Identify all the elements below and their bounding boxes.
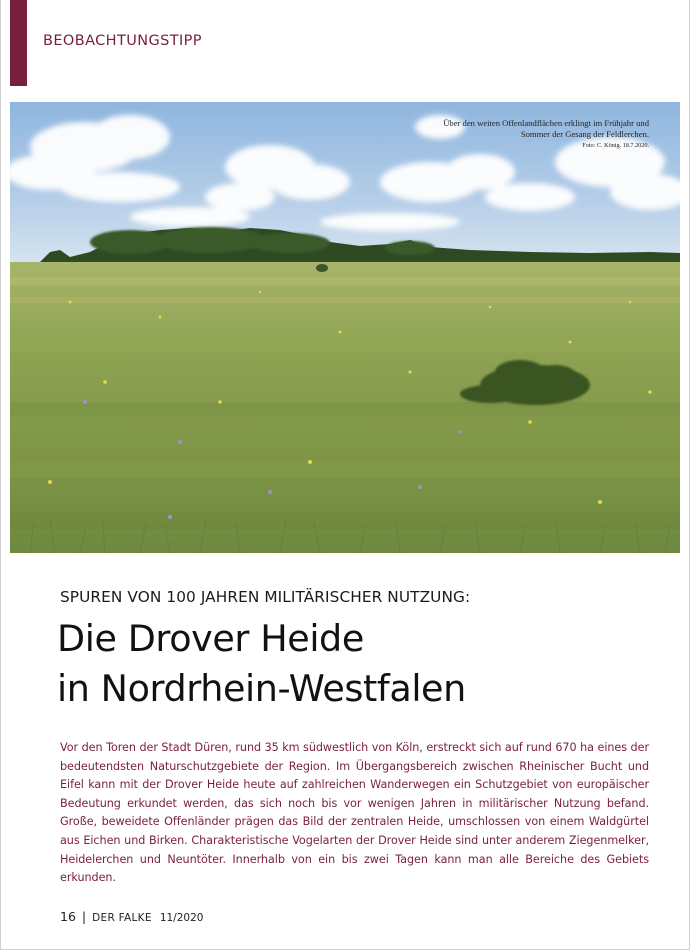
page-footer xyxy=(60,906,203,925)
article-lead: Vor den Toren der Stadt Düren, rund 35 km südwestlich von Köln, erstreckt sich auf rund 670 ha eines der bedeutendsten Naturschutzgebiete der Region. Im Übergangsbereich zwischen Rheinischer Bucht und Eifel kann mit der Drover Heide heute auf zahlreichen Wanderwegen ein Schutzgebiet von europäischer Bedeutung erkundet werden, das sich noch bis vor wenigen Jahren in militärischer Nutzung befand. Große, beweidete Offenländer prägen das Bild der zentralen Heide, umschlossen von einem Waldgürtel aus Eichen und Birken. Charakteristische Vogelarten der Drover Heide sind unter anderem Ziegenmelker, Heidelerchen und Neuntöter. Innerhalb von ein bis zwei Tagen kann man alle Bereiche des Gebiets erkunden. xyxy=(60,741,649,885)
article-kicker: SPUREN VON 100 JAHREN MILITÄRISCHER NUTZUNG: xyxy=(60,588,471,606)
article-headline xyxy=(57,614,657,714)
photo-credit: Foto: C. König. 18.7.2020. xyxy=(582,142,649,149)
section-label: BEOBACHTUNGSTIPP xyxy=(43,33,202,49)
photo-caption-text: Über den weiten Offenlandflächen erklingt im Frühjahr und Sommer der Gesang der Feldlerchen. xyxy=(443,118,649,139)
page-border-left xyxy=(0,0,1,950)
magazine-issue: 11/2020 xyxy=(159,912,204,924)
page-number: 16 xyxy=(60,909,76,924)
photo-caption xyxy=(434,118,649,151)
section-accent-bar xyxy=(10,0,27,86)
magazine-name: DER FALKE xyxy=(92,912,152,924)
headline-line-1: Die Drover Heide xyxy=(57,617,364,660)
heathland-photo xyxy=(10,102,680,553)
footer-separator: | xyxy=(81,909,87,924)
headline-line-2: in Nordrhein-Westfalen xyxy=(57,667,466,710)
